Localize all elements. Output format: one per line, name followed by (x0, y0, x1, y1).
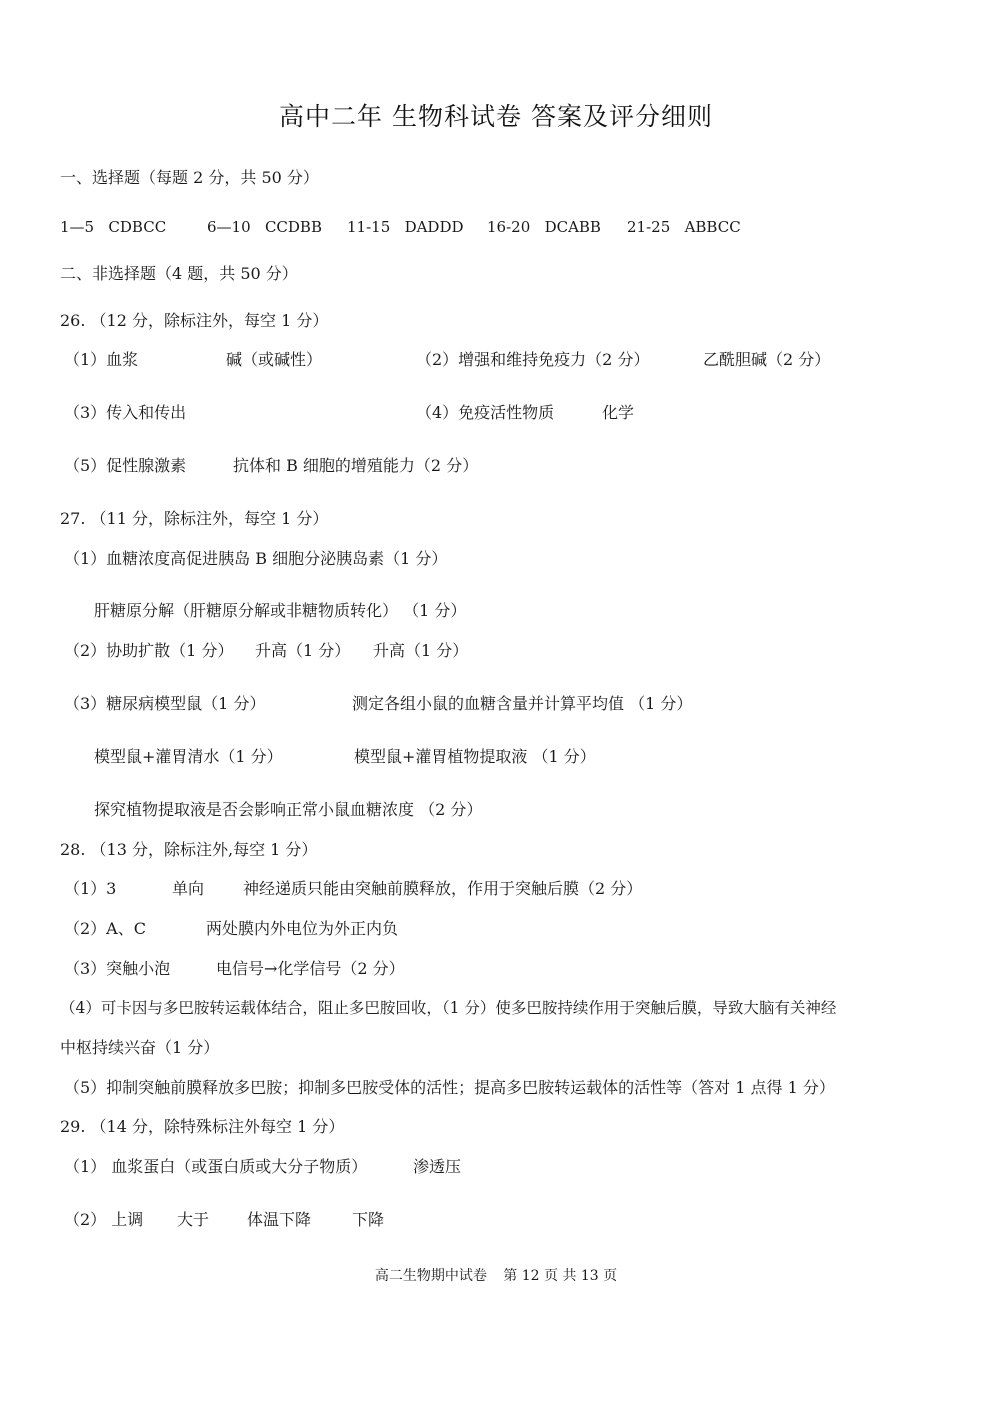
q27-answer: 探究植物提取液是否会影响正常小鼠血糖浓度 （2 分） (94, 800, 483, 819)
choice-answers: DCABB (544, 218, 601, 236)
choice-range: 11-15 (347, 218, 391, 236)
section2-heading: 二、非选择题（4 题，共 50 分） (60, 264, 298, 283)
choice-group-4 (487, 217, 601, 237)
choice-answers: ABBCC (684, 218, 741, 236)
q28-header: 28. （13 分，除标注外,每空 1 分） (60, 840, 318, 859)
choice-group-3 (347, 217, 464, 237)
q29-answer: 下降 (352, 1210, 385, 1229)
q26-header: 26. （12 分，除标注外，每空 1 分） (60, 311, 329, 330)
choice-group-2 (207, 217, 322, 237)
q26-answer: （1）血浆 (64, 350, 139, 369)
q27-answer: （3）糖尿病模型鼠（1 分） (64, 694, 266, 713)
q27-header: 27. （11 分，除标注外，每空 1 分） (60, 509, 329, 528)
q28-answer: （3）突触小泡 (64, 959, 171, 978)
choice-answers: CDBCC (108, 218, 167, 236)
choice-answers: DADDD (404, 218, 464, 236)
q26-answer: 化学 (602, 403, 635, 422)
choice-group-1 (60, 217, 166, 237)
q28-answer: 中枢持续兴奋（1 分） (60, 1038, 220, 1057)
choice-range: 16-20 (487, 218, 531, 236)
q28-answer: （1）3 (64, 879, 117, 898)
q27-answer: 肝糖原分解（肝糖原分解或非糖物质转化） （1 分） (94, 601, 467, 620)
q28-answer: （4）可卡因与多巴胺转运载体结合，阻止多巴胺回收，（1 分）使多巴胺持续作用于突触后膜，导致大脑有关神经 (60, 999, 837, 1017)
q27-answer: 模型鼠+灌胃清水（1 分） (94, 747, 283, 766)
q29-answer: （2） 上调 (64, 1210, 144, 1229)
q29-answer: 大于 (177, 1210, 210, 1229)
q26-answer: 抗体和 B 细胞的增殖能力（2 分） (233, 456, 479, 475)
q26-answer: 碱（或碱性） (226, 350, 323, 369)
choice-range: 6—10 (207, 218, 251, 236)
choice-answers: CCDBB (264, 218, 322, 236)
q28-answer: （2）A、C (64, 919, 146, 938)
footer-page-number: 第 12 页 共 13 页 (503, 1268, 618, 1284)
choice-range: 21-25 (627, 218, 671, 236)
q26-answer: （5）促性腺激素 (64, 456, 187, 475)
q28-answer: 单向 (172, 879, 205, 898)
q27-answer: 模型鼠+灌胃植物提取液 （1 分） (354, 747, 596, 766)
q26-answer: 乙酰胆碱（2 分） (703, 350, 831, 369)
choice-range: 1—5 (60, 218, 95, 236)
q27-answer: 测定各组小鼠的血糖含量并计算平均值 （1 分） (352, 694, 693, 713)
footer-course: 高二生物期中试卷 (374, 1268, 487, 1284)
q26-answer: （2）增强和维持免疫力（2 分） (416, 350, 650, 369)
page-title: 高中二年 生物科试卷 答案及评分细则 (279, 102, 713, 131)
q28-answer: 两处膜内外电位为外正内负 (206, 919, 399, 938)
q26-answer: （3）传入和传出 (64, 403, 187, 422)
q27-answer: 升高（1 分） (373, 641, 469, 660)
section1-heading: 一、选择题（每题 2 分，共 50 分） (60, 168, 319, 187)
choice-group-5 (627, 217, 741, 237)
q29-answer: 渗透压 (413, 1157, 462, 1176)
q26-answer: （4）免疫活性物质 (416, 403, 555, 422)
q29-answer: 体温下降 (247, 1210, 312, 1229)
q27-answer: 升高（1 分） (255, 641, 351, 660)
page-footer (0, 1267, 992, 1285)
q29-answer: （1） 血浆蛋白（或蛋白质或大分子物质） (64, 1157, 368, 1176)
q29-header: 29. （14 分，除特殊标注外每空 1 分） (60, 1117, 345, 1136)
q27-answer: （1）血糖浓度高促进胰岛 B 细胞分泌胰岛素（1 分） (64, 549, 448, 568)
q27-answer: （2）协助扩散（1 分） (64, 641, 234, 660)
q28-answer: 电信号→化学信号（2 分） (216, 959, 405, 978)
q28-answer: 神经递质只能由突触前膜释放，作用于突触后膜（2 分） (243, 879, 643, 898)
q28-answer: （5）抑制突触前膜释放多巴胺；抑制多巴胺受体的活性；提高多巴胺转运载体的活性等（答对 1 点得 1 分） (64, 1078, 835, 1097)
